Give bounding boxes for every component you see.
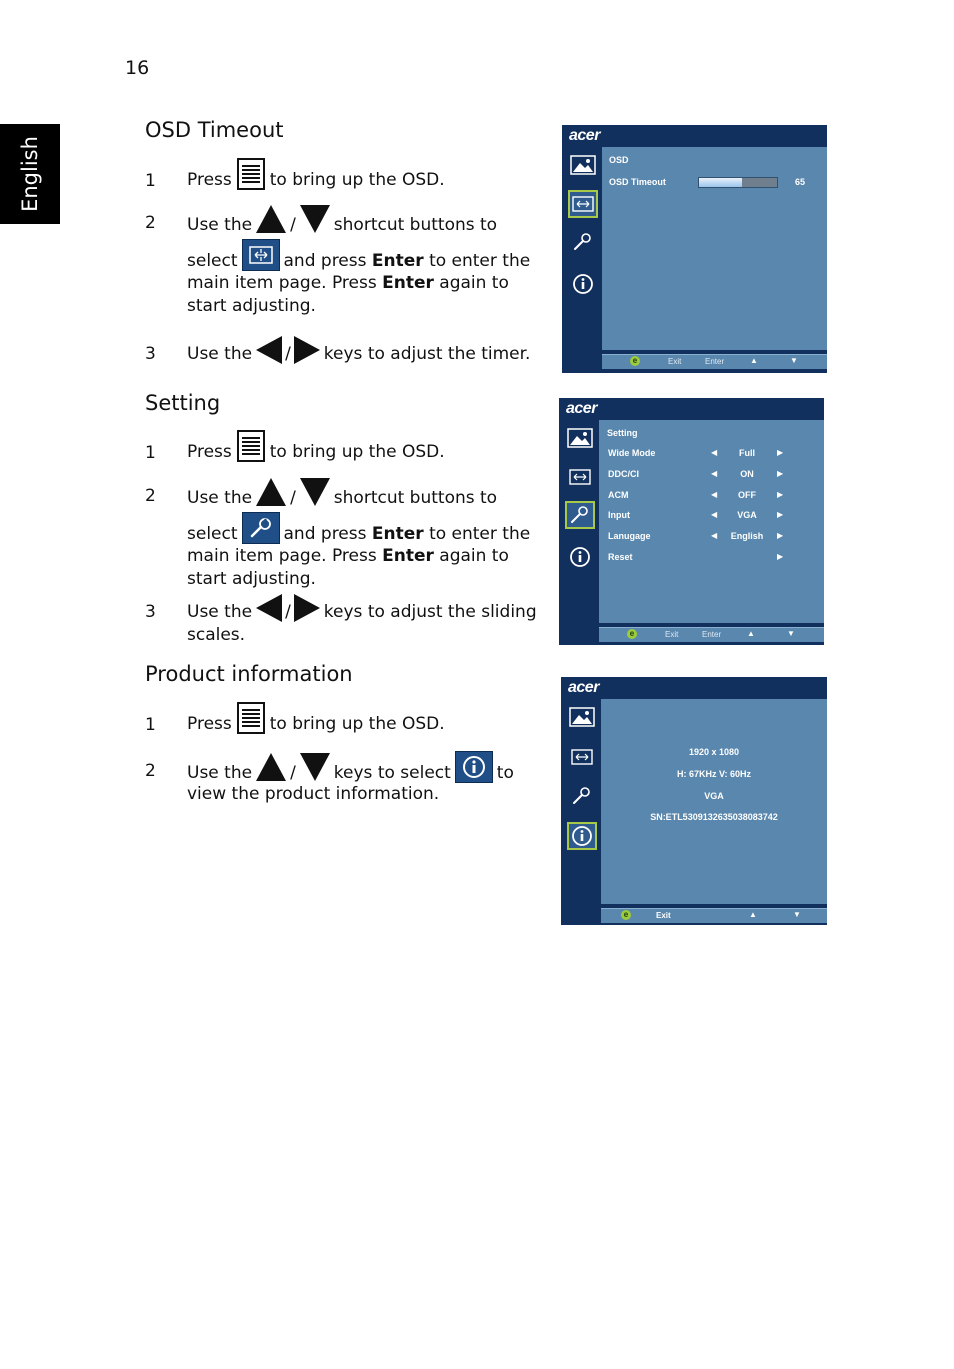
- setting-row-label: DDC/CI: [608, 468, 639, 479]
- step-number: 1: [145, 443, 156, 463]
- osd-position-icon: [565, 463, 595, 491]
- setting-step-3-cont: scales.: [187, 625, 246, 645]
- product-info-step-2: Use the / keys to select to: [187, 751, 514, 783]
- down-arrow-icon: [300, 478, 330, 506]
- footer-enter: Enter: [702, 630, 722, 639]
- left-arrow-icon: [256, 594, 282, 622]
- setting-step-3: Use the / keys to adjust the sliding: [187, 594, 537, 622]
- increase-arrow-icon: ▶: [777, 448, 784, 457]
- product-info-step-1: Press to bring up the OSD.: [187, 702, 445, 734]
- menu-button-icon: [237, 430, 265, 462]
- language-tab: [0, 124, 60, 224]
- osd-footer: [601, 908, 827, 923]
- wrench-settings-icon: [565, 501, 595, 529]
- up-arrow-icon: [256, 753, 286, 781]
- increase-arrow-icon: ▶: [777, 552, 784, 561]
- up-arrow-icon: ▲: [747, 629, 755, 638]
- increase-arrow-icon: ▶: [777, 468, 784, 478]
- setting-step-2-cont2: main item page. Press Enter again to: [187, 546, 509, 566]
- picture-icon: [568, 151, 598, 179]
- information-icon: [567, 822, 597, 850]
- up-arrow-icon: [256, 205, 286, 233]
- language-tab-label: English: [18, 136, 42, 212]
- menu-button-icon: [237, 702, 265, 734]
- osd-header: Setting: [607, 428, 638, 438]
- step-number: 1: [145, 171, 156, 191]
- setting-row-label: Lanugage: [608, 531, 651, 542]
- e-key-icon: e: [627, 629, 637, 639]
- setting-row-value: English: [730, 531, 764, 542]
- osd-position-icon: [567, 743, 597, 771]
- osd-main-panel: [601, 699, 827, 904]
- osd-timeout-step-1: Press to bring up the OSD.: [187, 158, 445, 190]
- menu-button-icon: [237, 158, 265, 190]
- information-icon: [455, 751, 493, 783]
- osd-timeout-step-2-cont3: start adjusting.: [187, 296, 316, 316]
- step-number: 3: [145, 344, 156, 364]
- setting-row-label: Wide Mode: [608, 448, 656, 458]
- right-arrow-icon: [294, 336, 320, 364]
- osd-timeout-step-3: Use the / keys to adjust the timer.: [187, 336, 530, 364]
- e-key-icon: e: [630, 356, 640, 366]
- slider-fill: [699, 178, 742, 187]
- down-arrow-icon: ▼: [793, 910, 801, 919]
- step-number: 3: [145, 602, 156, 622]
- down-arrow-icon: [300, 205, 330, 233]
- decrease-arrow-icon: ◀: [711, 489, 718, 499]
- setting-step-2: Use the / shortcut buttons to: [187, 478, 497, 508]
- product-info-step-2-cont: view the product information.: [187, 784, 440, 804]
- setting-row-label: ACM: [608, 489, 629, 500]
- setting-step-2-cont: select and press Enter to enter the: [187, 512, 530, 544]
- increase-arrow-icon: ▶: [777, 489, 784, 499]
- section-title-product-information: Product information: [145, 662, 353, 686]
- up-arrow-icon: [256, 478, 286, 506]
- footer-exit: Exit: [665, 630, 679, 639]
- step-number: 2: [145, 213, 156, 233]
- osd-header: OSD: [609, 155, 629, 165]
- decrease-arrow-icon: ◀: [711, 510, 718, 520]
- osd-timeout-step-2-cont: select and press Enter to enter the: [187, 239, 530, 271]
- osd-timeout-label: OSD Timeout: [609, 177, 666, 187]
- increase-arrow-icon: ▶: [777, 510, 784, 520]
- info-resolution: 1920 x 1080: [688, 747, 740, 757]
- osd-position-icon: [568, 190, 598, 218]
- osd-screenshot-timeout: [562, 125, 827, 373]
- info-serial: SN:ETL5309132635038083742: [650, 812, 778, 822]
- setting-row-label: Input: [608, 510, 630, 521]
- setting-step-2-cont3: start adjusting.: [187, 569, 316, 589]
- acer-logo: acer: [569, 127, 600, 144]
- setting-row-value: OFF: [738, 489, 756, 500]
- decrease-arrow-icon: ◀: [711, 531, 718, 541]
- setting-step-1: Press to bring up the OSD.: [187, 430, 445, 462]
- increase-arrow-icon: ▶: [777, 531, 784, 541]
- information-icon: [565, 543, 595, 571]
- right-arrow-icon: [294, 594, 320, 622]
- e-key-icon: e: [621, 910, 631, 920]
- step-number: 2: [145, 486, 156, 506]
- info-input: VGA: [704, 791, 724, 801]
- picture-icon: [567, 703, 597, 731]
- osd-timeout-value: 65: [795, 177, 806, 187]
- wrench-settings-icon: [242, 512, 280, 544]
- footer-exit: Exit: [668, 357, 682, 366]
- section-title-setting: Setting: [145, 391, 221, 415]
- up-arrow-icon: ▲: [750, 356, 758, 365]
- section-title-osd-timeout: OSD Timeout: [145, 118, 284, 142]
- acer-logo: acer: [568, 679, 599, 696]
- footer-enter: Enter: [705, 357, 725, 366]
- osd-screenshot-product-info: [561, 677, 827, 925]
- setting-row-value: VGA: [737, 510, 757, 521]
- information-icon: [568, 270, 598, 298]
- setting-row-label: Reset: [608, 552, 633, 562]
- osd-timeout-slider: [698, 177, 778, 188]
- step-number: 2: [145, 761, 156, 781]
- setting-row-value: ON: [740, 468, 754, 479]
- osd-footer: [602, 354, 827, 369]
- wrench-settings-icon: [568, 228, 598, 256]
- footer-exit: Exit: [656, 911, 671, 920]
- step-number: 1: [145, 715, 156, 735]
- osd-timeout-step-2: Use the / shortcut buttons to: [187, 205, 497, 235]
- left-arrow-icon: [256, 336, 282, 364]
- osd-position-icon: [242, 239, 280, 271]
- osd-timeout-step-2-cont2: main item page. Press Enter again to: [187, 273, 509, 293]
- info-frequency: H: 67KHz V: 60Hz: [676, 769, 752, 779]
- decrease-arrow-icon: ◀: [711, 448, 718, 457]
- decrease-arrow-icon: ◀: [711, 468, 718, 478]
- up-arrow-icon: ▲: [749, 910, 757, 919]
- page-number: 16: [125, 57, 150, 79]
- down-arrow-icon: ▼: [790, 356, 798, 365]
- setting-row-value: Full: [739, 448, 755, 458]
- wrench-settings-icon: [567, 782, 597, 810]
- down-arrow-icon: [300, 753, 330, 781]
- acer-logo: acer: [566, 400, 597, 417]
- osd-screenshot-setting: [559, 398, 824, 645]
- osd-footer: [599, 627, 824, 642]
- down-arrow-icon: ▼: [787, 629, 795, 638]
- picture-icon: [565, 424, 595, 452]
